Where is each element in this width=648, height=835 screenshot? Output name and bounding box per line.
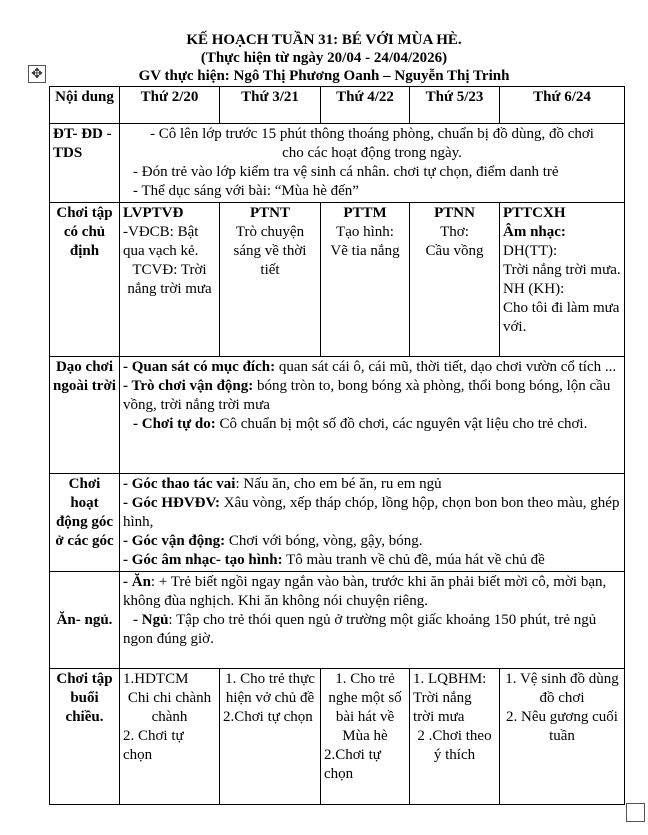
mon-pm-line-2: Chi chi chành chành	[127, 690, 212, 725]
table-resize-handle[interactable]	[626, 803, 645, 822]
fri-afternoon-cell	[500, 669, 625, 805]
fri-line-2: DH(TT):	[503, 243, 558, 259]
thu-area: PTNN	[434, 205, 475, 221]
wed-area: PTTM	[343, 205, 387, 221]
meals-content	[120, 572, 625, 669]
col-header-content: Nội dung	[50, 87, 120, 124]
welcome-line-2: - Đón trẻ vào lớp kiểm tra vệ sinh cá nhân. chơi tự chọn, điểm danh trẻ	[133, 164, 559, 180]
meals-row	[50, 572, 625, 669]
meal-eat-label: - Ăn	[123, 574, 151, 590]
fri-pm-line-2: 2. Nêu gương cuối tuần	[506, 709, 618, 744]
outdoor-game-text: bóng tròn to, bong bóng xà phòng, thổi bong bóng, lộn cầu vồng, trời nắng trời mưa	[123, 378, 611, 413]
wed-line-1: Tạo hình:	[336, 224, 394, 240]
outdoor-free-label: - Chơi tự do:	[133, 416, 216, 432]
outdoor-observe	[123, 358, 621, 377]
welcome-line-3: - Thể dục sáng với bài: “Mùa hè đến”	[133, 183, 359, 199]
meal-sleep-text: : Tập cho trẻ thói quen ngủ ở trường một giấc khoảng 150 phút, trẻ ngủ ngon đúng giờ.	[123, 612, 597, 647]
corners-row	[50, 474, 625, 572]
corners-content	[120, 474, 625, 572]
corner-role	[123, 475, 621, 494]
tue-area: PTNT	[249, 205, 290, 221]
weekly-plan-table	[49, 86, 625, 805]
wed-planned-cell	[321, 203, 410, 357]
col-header-thu: Thứ 5/23	[410, 87, 500, 124]
mon-pm-line-3: 2. Chơi tự chọn	[123, 728, 184, 763]
tue-line-1: Trò chuyện sáng về thời tiết	[233, 224, 307, 278]
welcome-row	[50, 124, 625, 203]
meal-sleep	[123, 611, 621, 649]
corner-art-label: - Góc âm nhạc- tạo hình:	[123, 552, 283, 568]
afternoon-label: Chơi tập buổi chiều.	[50, 669, 120, 805]
corner-art	[123, 551, 621, 570]
thu-afternoon-cell	[410, 669, 500, 805]
mon-pm-line-1: 1.HDTCM	[123, 671, 189, 687]
outdoor-game	[123, 377, 621, 415]
mon-planned-cell	[120, 203, 220, 357]
wed-afternoon-cell	[321, 669, 410, 805]
corner-art-text: Tô màu tranh về chủ đề, múa hát về chủ đề	[282, 552, 545, 568]
outdoor-free-text: Cô chuẩn bị một số đồ chơi, các nguyên vật liệu cho trẻ chơi.	[215, 416, 588, 432]
planned-play-row	[50, 203, 625, 357]
meals-label: Ăn- ngủ.	[50, 572, 120, 669]
fri-line-3: Trời nắng trời mưa.	[503, 262, 621, 278]
afternoon-row	[50, 669, 625, 805]
corner-role-text: : Nấu ăn, cho em bé ăn, ru em ngủ	[235, 476, 442, 492]
col-header-tue: Thứ 3/21	[220, 87, 321, 124]
table-move-handle-icon[interactable]: ✥	[28, 65, 46, 83]
corner-motor-text: Chơi với bóng, vòng, gậy, bóng.	[225, 533, 423, 549]
welcome-label: ĐT- ĐD - TDS	[50, 124, 120, 203]
outdoor-observe-label: - Quan sát có mục đích:	[123, 359, 276, 375]
outdoor-observe-text: quan sát cái ô, cái mũ, thời tiết, dạo chơi vườn cổ tích ...	[275, 359, 617, 375]
outdoor-free	[123, 415, 621, 434]
thu-line-1: Thơ:	[440, 224, 469, 240]
corner-role-label: - Góc thao tác vai	[123, 476, 236, 492]
corner-motor-label: - Góc vận động:	[123, 533, 226, 549]
tue-pm-line-2: 2.Chơi tự chọn	[223, 709, 313, 725]
planned-play-label: Chơi tập có chủ định	[50, 203, 120, 357]
thu-pm-line-2: Trời nắng trời mưa	[413, 690, 472, 725]
col-header-fri: Thứ 6/24	[500, 87, 625, 124]
corner-hdvdv	[123, 494, 621, 532]
header-row	[50, 87, 625, 124]
tue-afternoon-cell	[220, 669, 321, 805]
welcome-content	[120, 124, 625, 203]
wed-pm-line-1: 1. Cho trẻ nghe một số bài hát về Mùa hè	[328, 671, 402, 744]
fri-area: PTTCXH	[503, 205, 566, 221]
meal-eat-text: : + Trẻ biết ngồi ngay ngắn vào bàn, trước khi ăn phải biết mời cô, mời bạn, không đùa nghịch. Khi ăn không nói chuyện riêng.	[123, 574, 607, 609]
thu-pm-line-1: 1. LQBHM:	[413, 671, 487, 687]
mon-line-2: TCVĐ: Trời nắng trời mưa	[127, 262, 212, 297]
outdoor-row	[50, 357, 625, 474]
tue-pm-line-1: 1. Cho trẻ thực hiện vở chủ đề	[225, 671, 315, 706]
corners-label: Chơi hoạt động góc ở các góc	[50, 474, 120, 572]
wed-line-2: Vẽ tia nắng	[330, 243, 400, 259]
plan-title: KẾ HOẠCH TUẦN 31: BÉ VỚI MÙA HÈ.	[186, 32, 462, 48]
teachers-line: GV thực hiện: Ngô Thị Phương Oanh – Nguyễn Thị Trinh	[138, 68, 510, 84]
mon-line-1: -VĐCB: Bật qua vạch kẻ.	[123, 224, 199, 259]
meal-eat	[123, 573, 621, 611]
outdoor-game-label: - Trò chơi vận động:	[123, 378, 254, 394]
outdoor-label: Dạo chơi ngoài trời	[50, 357, 120, 474]
date-range: (Thực hiện từ ngày 20/04 - 24/04/2026)	[200, 50, 448, 66]
meal-sleep-label: - Ngủ	[133, 612, 169, 628]
fri-pm-line-1: 1. Vệ sinh đồ dùng đồ chơi	[505, 671, 619, 706]
welcome-line-1: - Cô lên lớp trước 15 phút thông thoáng phòng, chuẩn bị đồ dùng, đồ chơi cho các hoạt động trong ngày.	[150, 126, 594, 161]
thu-line-2: Cầu vồng	[425, 243, 484, 259]
mon-area: LVPTVĐ	[123, 205, 184, 221]
mon-afternoon-cell	[120, 669, 220, 805]
fri-planned-cell	[500, 203, 625, 357]
fri-line-5: Cho tôi đi làm mưa với.	[503, 300, 620, 335]
corner-motor	[123, 532, 621, 551]
outdoor-content	[120, 357, 625, 474]
col-header-wed: Thứ 4/22	[321, 87, 410, 124]
corner-hdvdv-text: Xâu vòng, xếp tháp chóp, lồng hộp, chọn bon bon theo màu, ghép hình,	[123, 495, 620, 530]
fri-line-1: Âm nhạc:	[503, 224, 566, 240]
fri-line-4: NH (KH):	[503, 281, 565, 297]
col-header-mon: Thứ 2/20	[120, 87, 220, 124]
wed-pm-line-2: 2.Chơi tự chọn	[324, 747, 381, 782]
corner-hdvdv-label: - Góc HĐVĐV:	[123, 495, 220, 511]
thu-planned-cell	[410, 203, 500, 357]
thu-pm-line-3: 2 .Chơi theo ý thích	[417, 728, 492, 763]
tue-planned-cell	[220, 203, 321, 357]
